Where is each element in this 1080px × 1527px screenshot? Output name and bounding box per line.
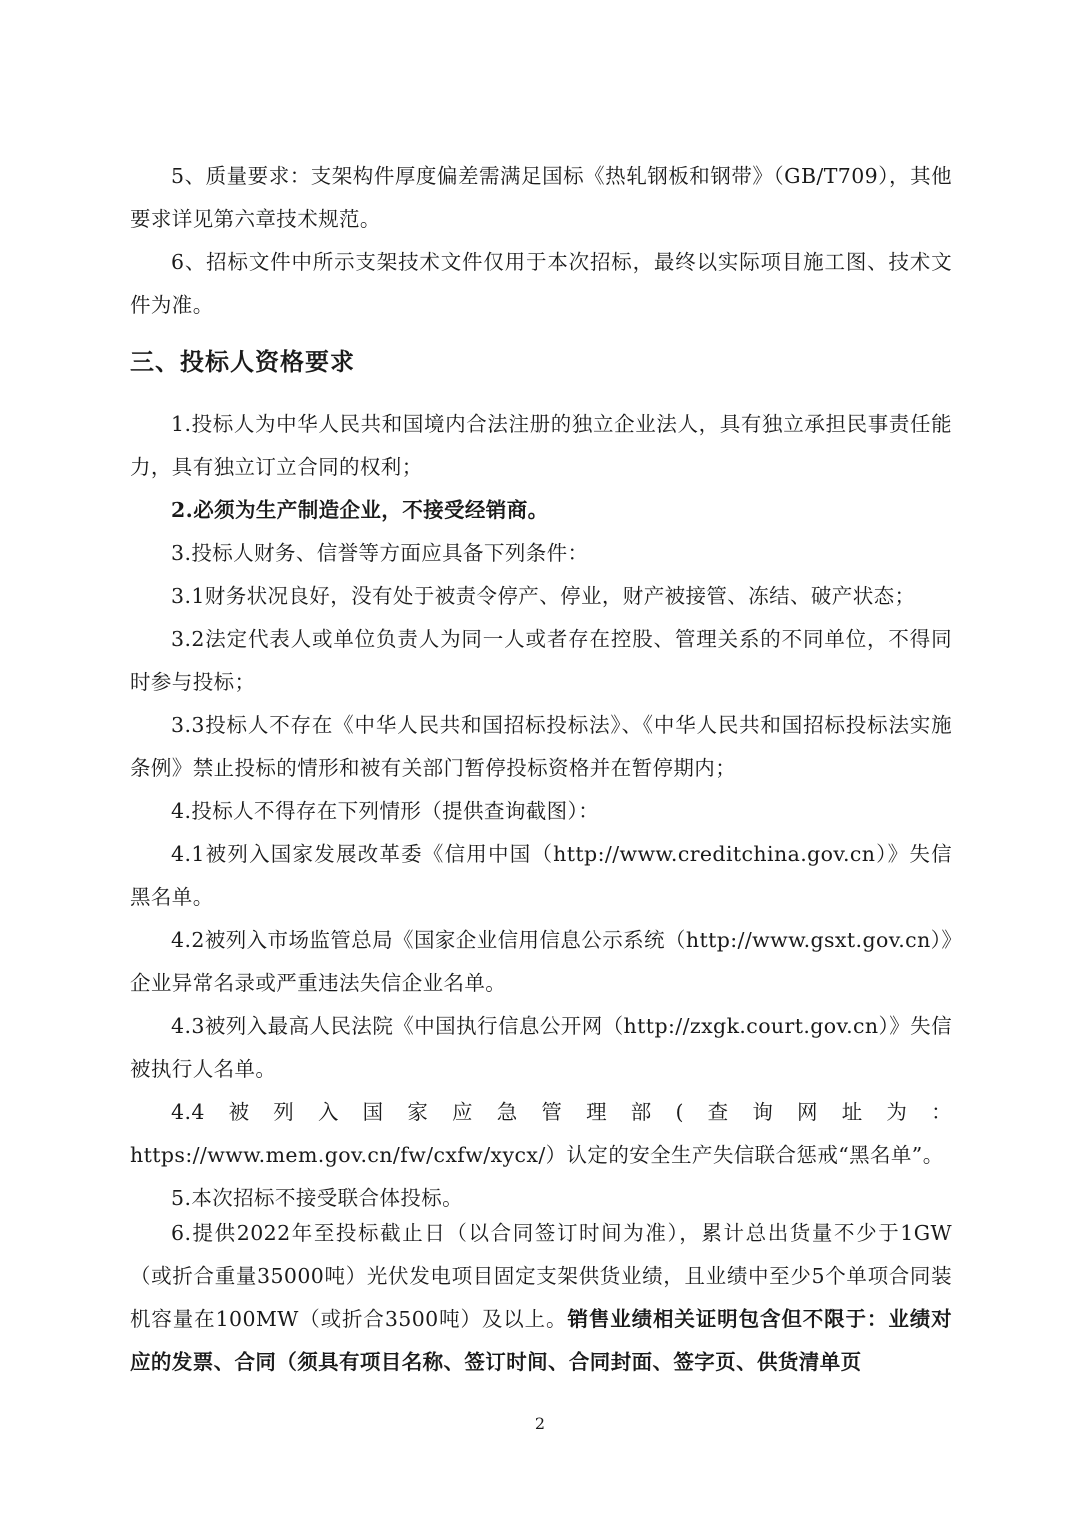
qualification-item-3-3: 3.3投标人不存在《中华人民共和国招标投标法》、《中华人民共和国招标投标法实施条例》禁止投标的情形和被有关部门暂停投标资格并在暂停期内； — [130, 713, 952, 780]
paragraph-tech-doc-note: 6、招标文件中所示支架技术文件仅用于本次招标，最终以实际项目施工图、技术文件为准。 — [130, 250, 952, 317]
qualification-item-4: 4.投标人不得存在下列情形（提供查询截图）： — [171, 799, 600, 823]
paragraph-quality-requirement: 5、质量要求：支架构件厚度偏差需满足国标《热轧钢板和钢带》（GB/T709），其他要求详见第六章技术规范。 — [130, 164, 952, 231]
section-heading-bidder-qualification: 三、投标人资格要求 — [130, 348, 355, 376]
qualification-item-3-1: 3.1财务状况良好，没有处于被责令停产、停业，财产被接管、冻结、破产状态； — [171, 584, 916, 608]
qualification-item-4-2: 4.2被列入市场监管总局《国家企业信用信息公示系统（http://www.gsxt.gov.cn）》企业异常名录或严重违法失信企业名单。 — [130, 928, 952, 995]
qualification-item-4-3: 4.3被列入最高人民法院《中国执行信息公开网（http://zxgk.court.gov.cn）》失信被执行人名单。 — [130, 1014, 952, 1081]
qualification-item-3: 3.投标人财务、信誉等方面应具备下列条件： — [171, 541, 589, 565]
qualification-item-6-bold-text: 销售业绩相关证明包含但不限于：业绩对应的发票、合同（须具有项目名称、签订时间、合同封面、签字页、供货清单页 — [130, 1307, 952, 1374]
qualification-item-6-text: 6.提供2022年至投标截止日（以合同签订时间为准），累计总出货量不少于1GW（或折合重量35000吨）光伏发电项目固定支架供货业绩，且业绩中至少5个单项合同装机容量在100MW（或折合3500吨）及以上。 — [130, 1221, 952, 1331]
page-number: 2 — [534, 1414, 546, 1433]
qualification-item-4-1: 4.1被列入国家发展改革委《信用中国（http://www.creditchina.gov.cn）》失信黑名单。 — [130, 842, 952, 909]
qualification-item-6 — [130, 1212, 952, 1384]
qualification-item-2: 2.必须为生产制造企业，不接受经销商。 — [171, 498, 549, 522]
qualification-item-5: 5.本次招标不接受联合体投标。 — [171, 1186, 464, 1210]
qualification-item-4-4: 4.4被列入国家应急管理部(查询网址为：https://www.mem.gov.cn/fw/cxfw/xycx/）认定的安全生产失信联合惩戒“黑名单”。 — [130, 1100, 952, 1167]
qualification-item-3-2: 3.2法定代表人或单位负责人为同一人或者存在控股、管理关系的不同单位，不得同时参与投标； — [130, 627, 952, 694]
qualification-item-1: 1.投标人为中华人民共和国境内合法注册的独立企业法人，具有独立承担民事责任能力，具有独立订立合同的权利； — [130, 412, 952, 479]
